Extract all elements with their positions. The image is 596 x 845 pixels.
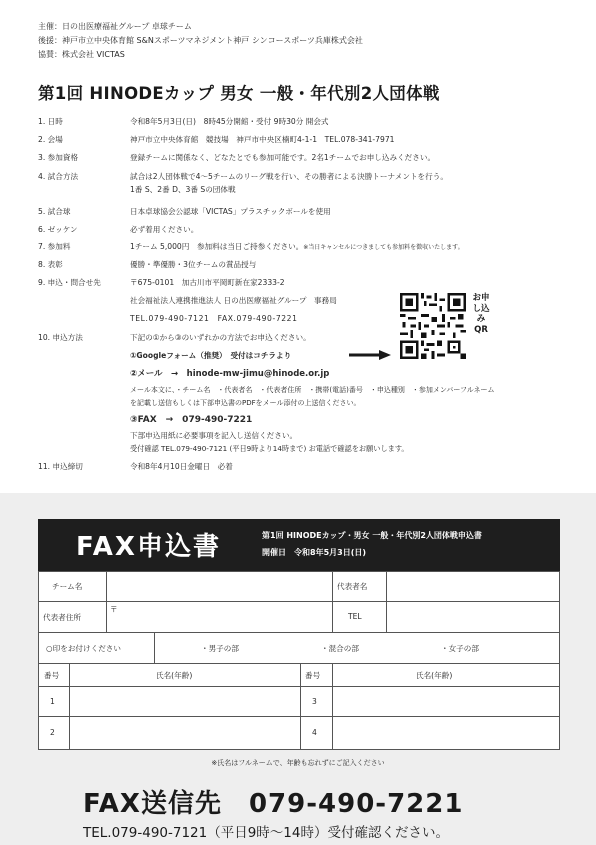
fax-form-header bbox=[38, 519, 560, 571]
postal-mark: 〒 bbox=[110, 605, 118, 614]
rep-name-label: 代表者名 bbox=[337, 582, 368, 591]
fax-line: 受付確認 TEL.079-490-7121 (平日9時より14時まで) お電話で確認をお願いします。 bbox=[130, 444, 409, 453]
item-value: 優勝・準優勝・3位チームの賞品授与 bbox=[130, 260, 257, 269]
member-name-field[interactable] bbox=[73, 690, 296, 713]
divider bbox=[106, 571, 107, 632]
item-value: 必ず着用ください。 bbox=[130, 225, 199, 234]
fee-note: ※当日キャンセルにつきましても参加料を徴収いたします。 bbox=[303, 244, 464, 251]
member-name-field[interactable] bbox=[336, 720, 555, 745]
item-label: 9. 申込・問合せ先 bbox=[38, 278, 101, 287]
item-value bbox=[130, 241, 464, 254]
tel-confirmation: TEL.079-490-7121（平日9時～14時）受付確認ください。 bbox=[83, 825, 449, 841]
item-value: 試合は2人団体戦で4～5チームのリーグ戦を行い、その勝者による決勝トーナメントを行う。 bbox=[130, 172, 448, 181]
item-value: 登録チームに関係なく、どなたとでも参加可能です。2名1チームでお申し込みください。 bbox=[130, 153, 436, 162]
circle-prompt: ○印をお付けください bbox=[46, 644, 121, 653]
fee-text: 1チーム 5,000円 参加料は当日ご持参ください。 bbox=[130, 242, 304, 251]
fax-destination: FAX送信先 079-490-7221 bbox=[83, 789, 464, 819]
google-form-text: ①Googleフォーム（推奨） 受付はコチラより bbox=[130, 351, 292, 360]
event-title: 第1回 HINODEカップ 男女 一般・年代別2人団体戦 bbox=[38, 84, 440, 103]
rep-address-field[interactable] bbox=[120, 604, 328, 629]
category-mens[interactable]: ・男子の部 bbox=[201, 644, 239, 653]
divider bbox=[300, 663, 301, 750]
arrow-right-icon bbox=[349, 350, 391, 360]
organizer-line: 主催：日の出医療福祉グループ 卓球チーム bbox=[38, 22, 192, 31]
divider bbox=[69, 663, 70, 750]
number-header: 番号 bbox=[44, 671, 60, 680]
category-mixed[interactable]: ・混合の部 bbox=[321, 644, 359, 653]
item-value: 社会福祉法人連携推進法人 日の出医療福祉グループ 事務局 bbox=[130, 296, 337, 305]
row-number: 1 bbox=[50, 697, 55, 706]
divider bbox=[38, 601, 560, 602]
item-label: 8. 表彰 bbox=[38, 260, 63, 269]
fax-subtitle: 第1回 HINODEカップ・男女 一般・年代別2人団体戦申込書 bbox=[262, 531, 482, 540]
item-label: 7. 参加料 bbox=[38, 242, 71, 251]
supporter-line: 後援：神戸市立中央体育館 S&Nスポーツマネジメント神戸 シンコースポーツ兵庫株式会社 bbox=[38, 36, 363, 45]
tel-field[interactable] bbox=[390, 604, 555, 629]
fax-line: 下部申込用紙に必要事項を記入し送信ください。 bbox=[130, 431, 298, 440]
divider bbox=[386, 571, 387, 632]
row-number: 2 bbox=[50, 728, 55, 737]
divider bbox=[559, 571, 560, 750]
item-value: 令和8年4月10日金曜日 必着 bbox=[130, 462, 233, 471]
divider bbox=[38, 663, 560, 664]
fax-heading: FAX申込書 bbox=[76, 532, 221, 562]
item-value: 下記の①から③のいずれかの方法でお申込ください。 bbox=[130, 333, 311, 342]
name-age-header: 氏名(年齢) bbox=[156, 671, 193, 680]
qr-code-icon[interactable] bbox=[400, 293, 466, 359]
row-number: 3 bbox=[312, 697, 317, 706]
item-label: 3. 参加資格 bbox=[38, 153, 79, 162]
divider bbox=[332, 571, 333, 632]
mail-title: ②メール → hinode-mw-jimu@hinode.or.jp bbox=[130, 369, 330, 379]
item-value: 日本卓球協会公認球「VICTAS」プラスチックボールを使用 bbox=[130, 207, 331, 216]
divider bbox=[154, 632, 155, 663]
item-label: 4. 試合方法 bbox=[38, 172, 79, 181]
rep-address-label: 代表者住所 bbox=[43, 613, 81, 622]
item-value: 令和8年5月3日(日) 8時45分開館・受付 9時30分 開会式 bbox=[130, 117, 329, 126]
divider bbox=[38, 749, 560, 750]
qr-label: お申し込みQR bbox=[472, 293, 490, 335]
item-value: 神戸市立中央体育館 競技場 神戸市中央区楠町4-1-1 TEL.078-341-7971 bbox=[130, 135, 395, 144]
item-value: 〒675-0101 加古川市平岡町新在家2333-2 bbox=[130, 278, 285, 287]
tel-label: TEL bbox=[348, 612, 362, 621]
cosponsor-line: 協賛：株式会社 VICTAS bbox=[38, 50, 125, 59]
item-label: 11. 申込締切 bbox=[38, 462, 83, 471]
item-label: 6. ゼッケン bbox=[38, 225, 78, 234]
mail-line: メール本文に、・チーム名 ・代表者名 ・代表者住所 ・携帯(電話)番号 ・申込種別 ・参加メンバーフルネーム bbox=[130, 386, 495, 394]
item-label: 1. 日時 bbox=[38, 117, 63, 126]
divider bbox=[332, 663, 333, 750]
team-name-label: チーム名 bbox=[52, 582, 83, 591]
name-age-header: 氏名(年齢) bbox=[416, 671, 453, 680]
row-number: 4 bbox=[312, 728, 317, 737]
fullname-note: ※氏名はフルネームで、年齢も忘れずにご記入ください bbox=[211, 759, 385, 767]
number-header: 番号 bbox=[305, 671, 321, 680]
item-label: 10. 申込方法 bbox=[38, 333, 83, 342]
rep-name-field[interactable] bbox=[390, 574, 555, 599]
fax-form-table bbox=[38, 571, 560, 750]
fax-method-title: ③FAX → 079-490-7221 bbox=[130, 415, 253, 425]
fax-event-date: 開催日 令和8年5月3日(日) bbox=[262, 548, 367, 557]
sponsor-block bbox=[38, 20, 363, 62]
team-name-field[interactable] bbox=[110, 574, 328, 599]
category-womens[interactable]: ・女子の部 bbox=[441, 644, 479, 653]
divider bbox=[38, 686, 560, 687]
item-label: 5. 試合球 bbox=[38, 207, 71, 216]
member-name-field[interactable] bbox=[73, 720, 296, 745]
mail-line: を記載し送信もしくは下部申込書のPDFをメール添付の上送信ください。 bbox=[130, 399, 361, 407]
divider bbox=[38, 571, 39, 750]
divider bbox=[38, 571, 560, 572]
item-value: 1番 S、2番 D、3番 Sの団体戦 bbox=[130, 185, 236, 194]
member-name-field[interactable] bbox=[336, 690, 555, 713]
divider bbox=[38, 716, 560, 717]
item-label: 2. 会場 bbox=[38, 135, 63, 144]
item-value: TEL.079-490-7121 FAX.079-490-7221 bbox=[130, 314, 298, 323]
divider bbox=[38, 632, 560, 633]
